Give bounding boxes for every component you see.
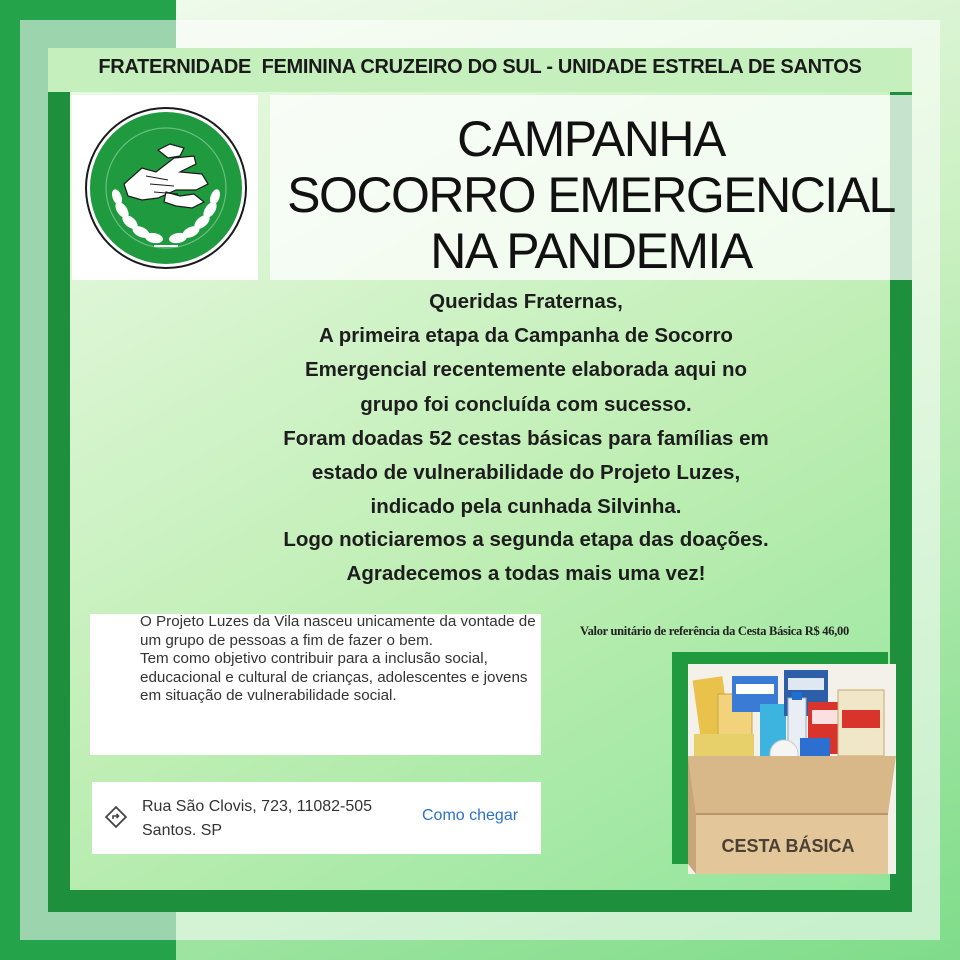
message-line: Agradecemos a todas mais uma vez! xyxy=(346,562,706,585)
about-project-text xyxy=(140,613,540,706)
message-line: A primeira etapa da Campanha de Socorro xyxy=(319,324,733,347)
organization-title: FRATERNIDADE FEMININA CRUZEIRO DO SUL - UNIDADE ESTRELA DE SANTOS xyxy=(98,56,862,78)
directions-icon xyxy=(105,806,127,828)
campaign-title-line-3: NA PANDEMIA xyxy=(430,223,752,279)
directions-link[interactable]: Como chegar xyxy=(422,807,519,824)
message-line: Logo noticiaremos a segunda etapa das doações. xyxy=(283,528,769,551)
message-line: Queridas Fraternas, xyxy=(429,290,623,313)
message-line: estado de vulnerabilidade do Projeto Luzes, xyxy=(311,461,741,484)
message-line: indicado pela cunhada Silvinha. xyxy=(370,495,682,518)
message-line: grupo foi concluída com sucesso. xyxy=(360,393,692,416)
about-paragraph-1: O Projeto Luzes da Vila nasceu unicamente da vontade de um grupo de pessoas a fim de fazer o bem. xyxy=(140,613,536,649)
fraternity-logo xyxy=(84,106,248,270)
address-street: Rua São Clovis, 723, 11082-505 xyxy=(142,798,373,815)
message-line: Foram doadas 52 cestas básicas para famílias em xyxy=(283,427,769,450)
campaign-title-line-2: SOCORRO EMERGENCIAL xyxy=(287,167,895,223)
message-line: Emergencial recentemente elaborada aqui no xyxy=(304,358,748,381)
about-paragraph-2: Tem como objetivo contribuir para a inclusão social, educacional e cultural de crianças, adolescentes e jovens em situação de vulnerabilidade social. xyxy=(140,650,528,705)
basket-label: CESTA BÁSICA xyxy=(721,836,855,856)
campaign-title-line-1: CAMPANHA xyxy=(457,111,725,167)
address-city: Santos. SP xyxy=(142,822,223,839)
basket-price-note: Valor unitário de referência da Cesta Básica R$ 46,00 xyxy=(580,624,849,638)
